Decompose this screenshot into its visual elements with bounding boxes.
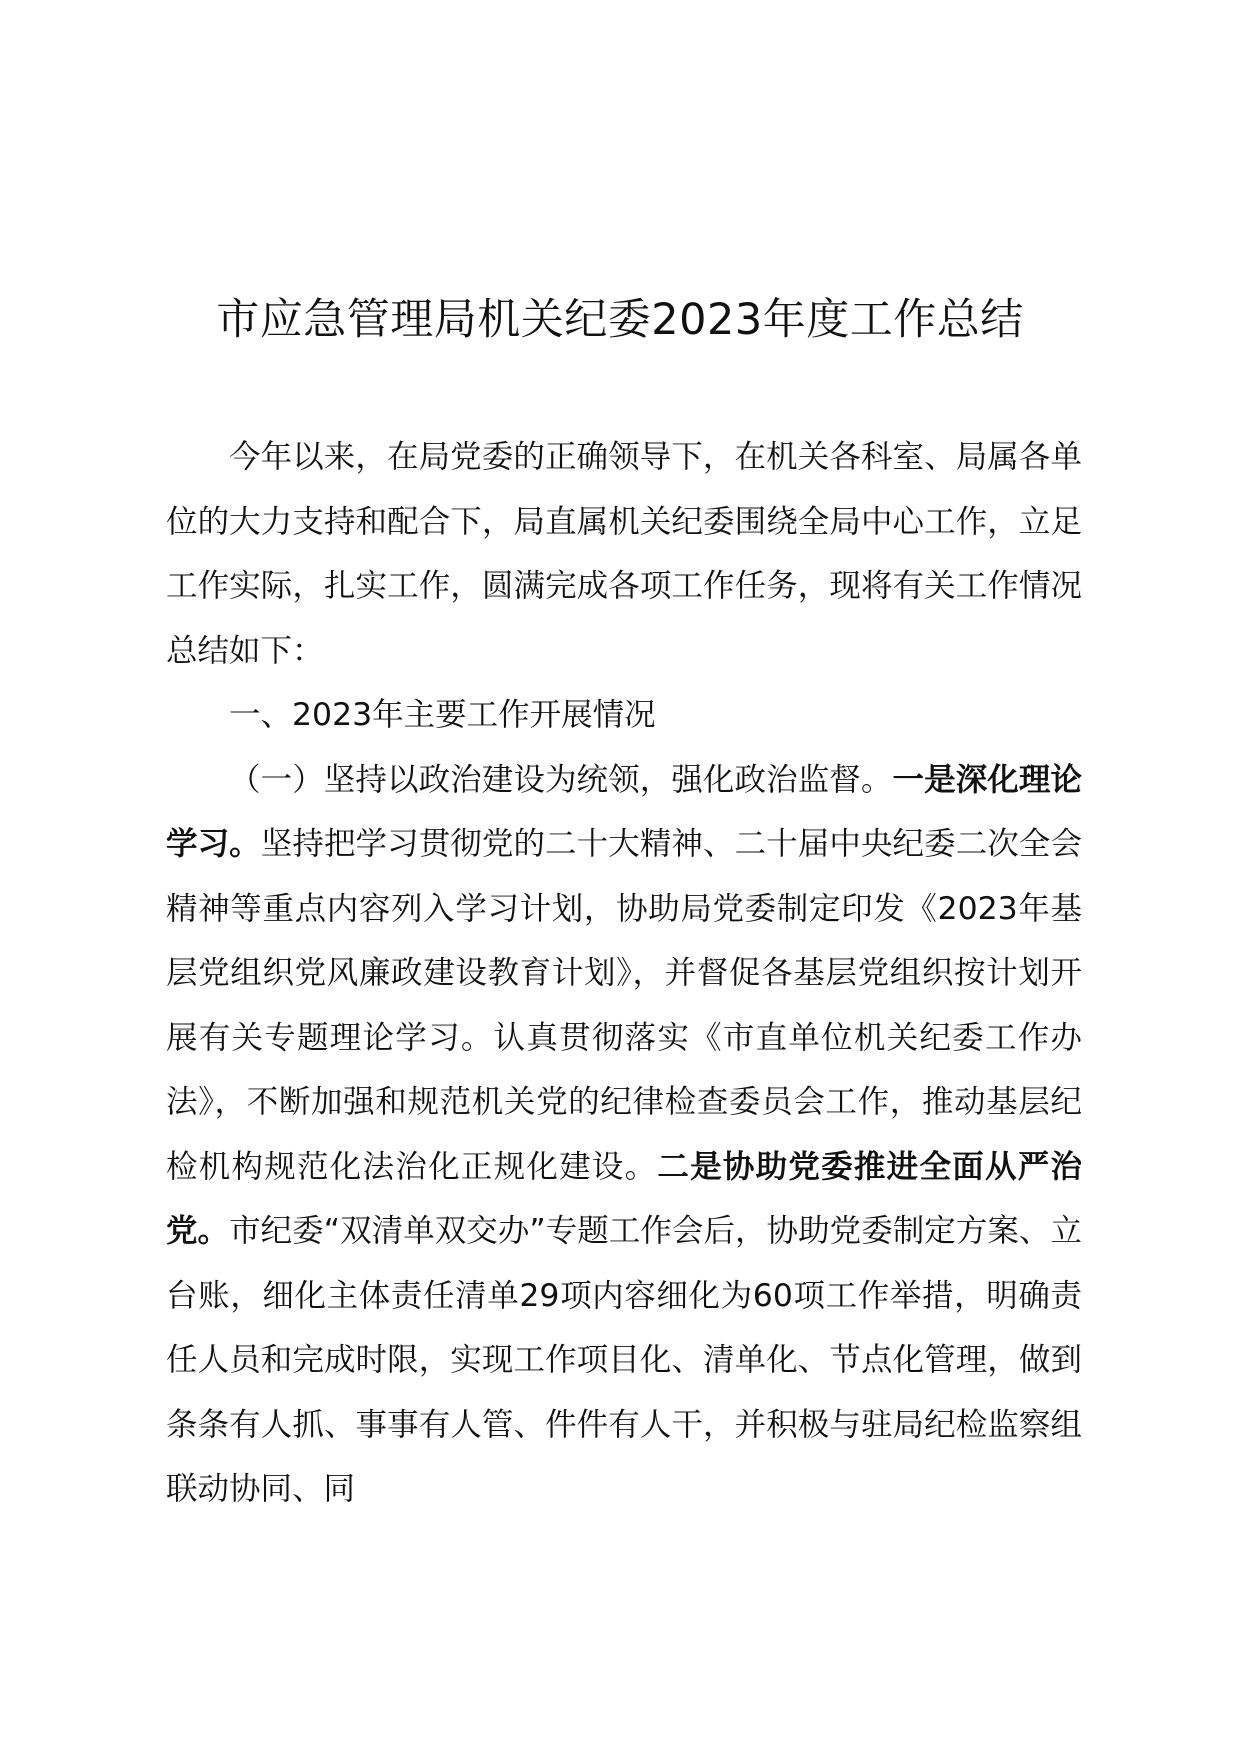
point-2-title: 二是协助党委推进全面从严治党。 bbox=[166, 1148, 1082, 1249]
point-1-title: 一是深化理论学习。 bbox=[166, 761, 1082, 862]
point-1-text: 坚持把学习贯彻党的二十大精神、二十届中央纪委二次全会精神等重点内容列入学习计划，协助局党委制定印发《2023年基层党组织党风廉政建设教育计划》，并督促各基层党组织按计划开展有关专题理论学习。认真贯彻落实《市直单位机关纪委工作办法》，不断加强和规范机关党的纪律检查委员会工作，推动基层纪检机构规范化法治化正规化建设。 bbox=[166, 826, 1082, 1185]
point-2-text: 市纪委“双清单双交办”专题工作会后，协助党委制定方案、立台账，细化主体责任清单29项内容细化为60项工作举措，明确责任人员和完成时限，实现工作项目化、清单化、节点化管理，做到条条有人抓、事事有人管、件件有人干，并积极与驻局纪检监察组联动协同、同 bbox=[166, 1213, 1082, 1507]
subsection-paragraph bbox=[166, 748, 1082, 1522]
intro-paragraph: 今年以来，在局党委的正确领导下，在机关各科室、局属各单位的大力支持和配合下，局直属机关纪委围绕全局中心工作，立足工作实际，扎实工作，圆满完成各项工作任务，现将有关工作情况总结如下： bbox=[166, 439, 1082, 669]
section-heading: 一、2023年主要工作开展情况 bbox=[229, 697, 656, 733]
document-title: 市应急管理局机关纪委2023年度工作总结 bbox=[216, 295, 1024, 345]
document-body bbox=[166, 425, 1082, 1522]
subsection-heading: （一）坚持以政治建设为统领，强化政治监督。 bbox=[229, 761, 893, 798]
